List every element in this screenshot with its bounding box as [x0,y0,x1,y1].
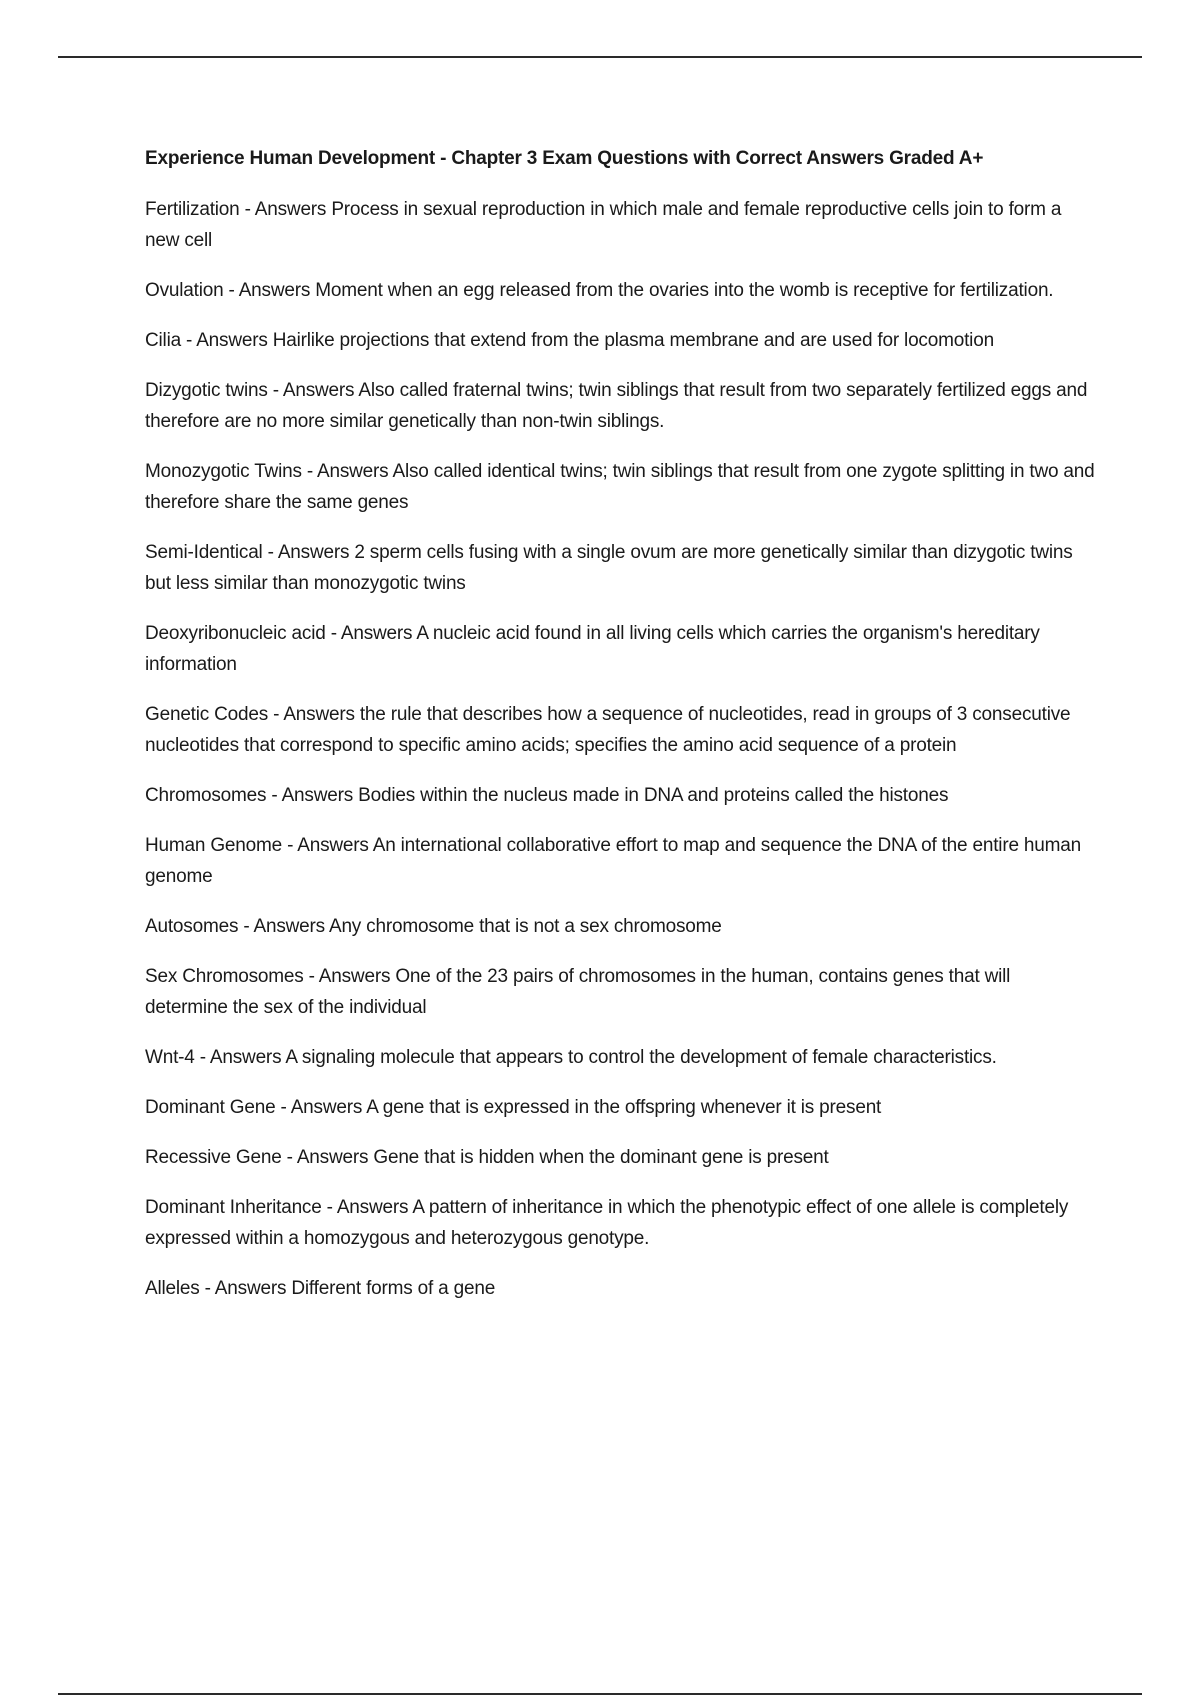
entry-monozygotic-twins: Monozygotic Twins - Answers Also called identical twins; twin siblings that result from one zygote splitting in two and therefore share the same genes [145,461,1095,513]
entry-chromosomes: Chromosomes - Answers Bodies within the nucleus made in DNA and proteins called the histones [145,785,949,806]
document-title: Experience Human Development - Chapter 3 Exam Questions with Correct Answers Graded A+ [145,148,984,169]
entry-alleles: Alleles - Answers Different forms of a gene [145,1278,496,1299]
entry-autosomes: Autosomes - Answers Any chromosome that is not a sex chromosome [145,916,722,937]
entry-dominant-inheritance: Dominant Inheritance - Answers A pattern of inheritance in which the phenotypic effect of one allele is completely expressed within a homozygous and heterozygous genotype. [145,1197,1069,1249]
entry-cilia: Cilia - Answers Hairlike projections that extend from the plasma membrane and are used for locomotion [145,330,994,351]
entry-semi-identical: Semi-Identical - Answers 2 sperm cells fusing with a single ovum are more genetically similar than dizygotic twins but less similar than monozygotic twins [145,542,1073,594]
entry-genetic-codes: Genetic Codes - Answers the rule that describes how a sequence of nucleotides, read in groups of 3 consecutive nucleotides that correspond to specific amino acids; specifies the amino acid sequence of a protein [145,704,1071,756]
entry-fertilization: Fertilization - Answers Process in sexual reproduction in which male and female reproductive cells join to form a new cell [145,199,1062,251]
header-rule [58,56,1142,58]
entry-ovulation: Ovulation - Answers Moment when an egg released from the ovaries into the womb is receptive for fertilization. [145,280,1054,301]
entry-dominant-gene: Dominant Gene - Answers A gene that is expressed in the offspring whenever it is present [145,1097,882,1118]
entry-dizygotic-twins: Dizygotic twins - Answers Also called fraternal twins; twin siblings that result from two separately fertilized eggs and therefore are no more similar genetically than non-twin siblings. [145,380,1088,432]
entry-deoxyribonucleic-acid: Deoxyribonucleic acid - Answers A nucleic acid found in all living cells which carries the organism's hereditary information [145,623,1040,675]
entry-recessive-gene: Recessive Gene - Answers Gene that is hidden when the dominant gene is present [145,1147,829,1168]
entry-wnt-4: Wnt-4 - Answers A signaling molecule that appears to control the development of female characteristics. [145,1047,997,1068]
footer-rule [58,1693,1142,1695]
entry-sex-chromosomes: Sex Chromosomes - Answers One of the 23 pairs of chromosomes in the human, contains genes that will determine the sex of the individual [145,966,1011,1018]
document-body [145,144,1095,1323]
entry-human-genome: Human Genome - Answers An international collaborative effort to map and sequence the DNA of the entire human genome [145,835,1081,887]
